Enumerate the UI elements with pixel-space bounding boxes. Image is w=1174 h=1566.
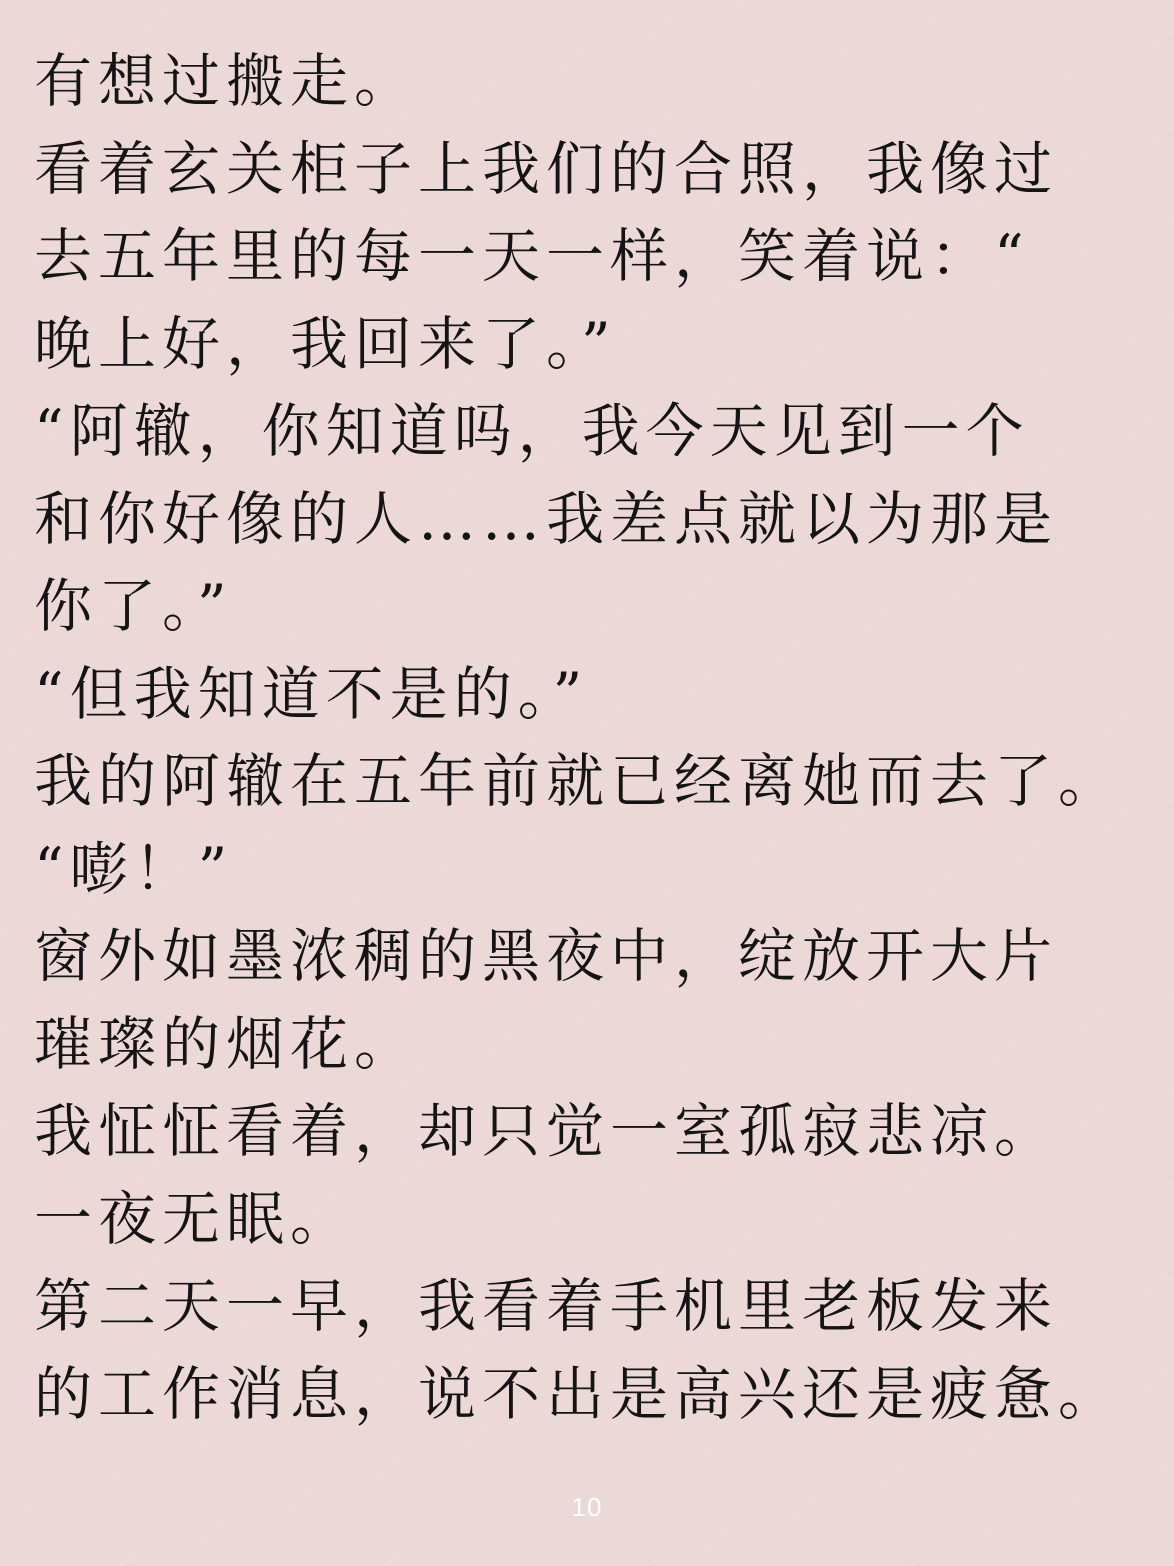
text-line: 和你好像的人……我差点就以为那是 [34,484,1059,553]
text-line: 有想过搬走。 [34,47,419,115]
text-line: “嘭！” [34,834,234,903]
text-line: 的工作消息，说不出是高兴还是疲惫。 [34,1359,1123,1428]
text-line: 我怔怔看着，却只觉一室孤寂悲凉。 [34,1097,1059,1165]
text-line: 去五年里的每一天一样，笑着说：“ [34,222,1030,290]
text-line: 晚上好，我回来了。” [34,309,617,378]
text-line: 看着玄关柜子上我们的合照，我像过 [34,134,1059,203]
text-line: 你了。” [34,572,233,640]
text-line: 璀璨的烟花。 [34,1009,419,1078]
text-line: “阿辙，你知道吗，我今天见到一个 [34,397,1030,465]
text-line: 我的阿辙在五年前就已经离她而去了。 [34,747,1123,815]
text-line: 窗外如墨浓稠的黑夜中，绽放开大片 [34,922,1059,990]
text-line: “但我知道不是的。” [34,659,589,728]
body-text [34,38,1144,1438]
text-line: 第二天一早，我看着手机里老板发来 [34,1272,1059,1340]
text-line: 一夜无眠。 [34,1184,355,1253]
page-number: 10 [571,1492,603,1522]
